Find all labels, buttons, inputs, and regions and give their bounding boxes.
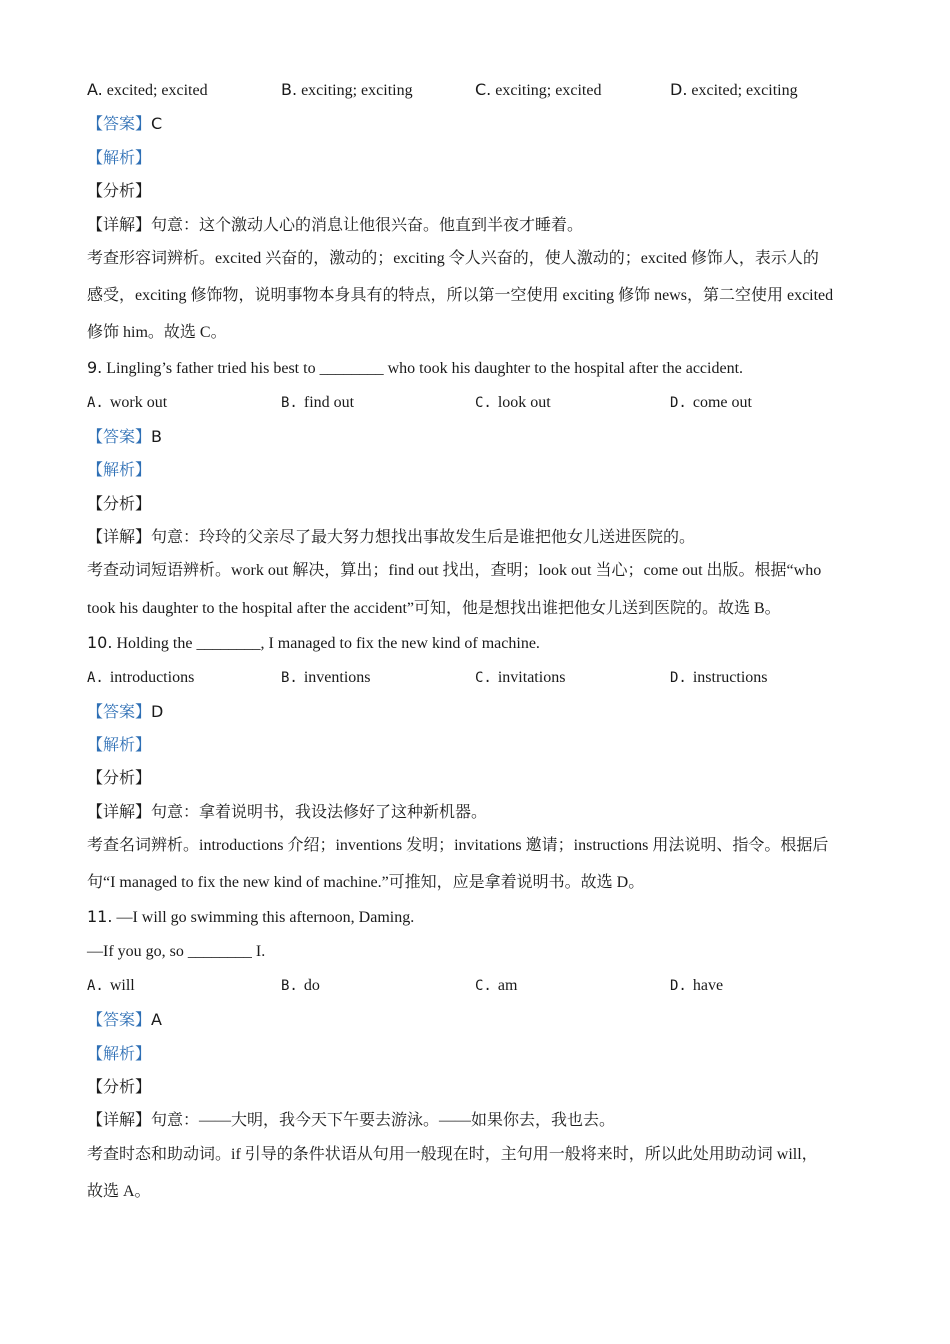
q8-explain-line: 考查形容词辨析。excited 兴奋的，激动的；exciting 令人兴奋的，使人激动的；excited 修饰人，表示人的 xyxy=(87,250,819,267)
q9-detail: 【详解】句意：玲玲的父亲尽了最大努力想找出事故发生后是谁把他女儿送进医院的。 xyxy=(87,529,696,546)
q8-explain-line: 感受，exciting 修饰物，说明事物本身具有的特点，所以第一空使用 exciting 修饰 news，第二空使用 excited xyxy=(87,287,834,304)
q10-explain-line: 句“I managed to fix the new kind of machine.”可推知，应是拿着说明书。故选 D。 xyxy=(87,874,645,891)
q9-option-c[interactable]: C. look out xyxy=(475,394,551,411)
q11-answer: 【答案】A xyxy=(87,1010,162,1029)
q10-stem: 10. Holding the ________, I managed to fix the new kind of machine. xyxy=(87,633,540,652)
q10-fenxi: 【分析】 xyxy=(87,770,152,787)
q9-stem: 9. Lingling’s father tried his best to ________ who took his daughter to the hospital after the accident. xyxy=(87,358,744,377)
q10-detail: 【详解】句意：拿着说明书，我设法修好了这种新机器。 xyxy=(87,804,488,821)
q11-option-d[interactable]: D. have xyxy=(670,977,724,994)
q11-stem-2: —If you go, so ________ I. xyxy=(87,943,266,960)
q11-explain-line: 考查时态和助动词。if 引导的条件状语从句用一般现在时，主句用一般将来时，所以此处用助动词 will， xyxy=(87,1146,818,1163)
q8-option-d[interactable]: D. excited; exciting xyxy=(670,80,798,99)
q8-analysis-label: 【解析】 xyxy=(87,150,152,167)
q10-option-a[interactable]: A. introductions xyxy=(87,669,195,686)
q9-explain-line: took his daughter to the hospital after the accident”可知，他是想找出谁把他女儿送到医院的。故选 B。 xyxy=(87,600,781,617)
q11-analysis-label: 【解析】 xyxy=(87,1046,152,1063)
q11-stem: 11. —I will go swimming this afternoon, Daming. xyxy=(87,907,415,926)
q10-explain-line: 考查名词辨析。introductions 介绍；inventions 发明；invitations 邀请；instructions 用法说明、指令。根据后 xyxy=(87,837,829,854)
q9-option-a[interactable]: A. work out xyxy=(87,394,168,411)
q11-fenxi: 【分析】 xyxy=(87,1079,152,1096)
q11-option-b[interactable]: B. do xyxy=(281,977,320,994)
q11-option-a[interactable]: A. will xyxy=(87,977,135,994)
q10-option-c[interactable]: C. invitations xyxy=(475,669,566,686)
q8-option-b[interactable]: B. exciting; exciting xyxy=(281,80,413,99)
q8-option-c[interactable]: C. exciting; excited xyxy=(475,80,602,99)
q11-explain-line: 故选 A。 xyxy=(87,1183,151,1200)
q10-option-d[interactable]: D. instructions xyxy=(670,669,768,686)
q9-option-b[interactable]: B. find out xyxy=(281,394,355,411)
q9-analysis-label: 【解析】 xyxy=(87,462,152,479)
q9-answer: 【答案】B xyxy=(87,427,162,446)
q9-fenxi: 【分析】 xyxy=(87,496,152,513)
q8-option-a[interactable]: A. excited; excited xyxy=(87,80,208,99)
q9-option-d[interactable]: D. come out xyxy=(670,394,752,411)
q10-analysis-label: 【解析】 xyxy=(87,737,152,754)
q8-detail: 【详解】句意：这个激动人心的消息让他很兴奋。他直到半夜才睡着。 xyxy=(87,217,584,234)
q9-explain-line: 考查动词短语辨析。work out 解决，算出；find out 找出，查明；look out 当心；come out 出版。根据“who xyxy=(87,562,822,579)
q10-option-b[interactable]: B. inventions xyxy=(281,669,371,686)
q8-answer: 【答案】C xyxy=(87,114,163,133)
q11-option-c[interactable]: C. am xyxy=(475,977,518,994)
q11-detail: 【详解】句意：——大明，我今天下午要去游泳。——如果你去，我也去。 xyxy=(87,1112,616,1129)
q8-explain-line: 修饰 him。故选 C。 xyxy=(87,324,227,341)
q10-answer: 【答案】D xyxy=(87,702,164,721)
q8-fenxi: 【分析】 xyxy=(87,183,152,200)
